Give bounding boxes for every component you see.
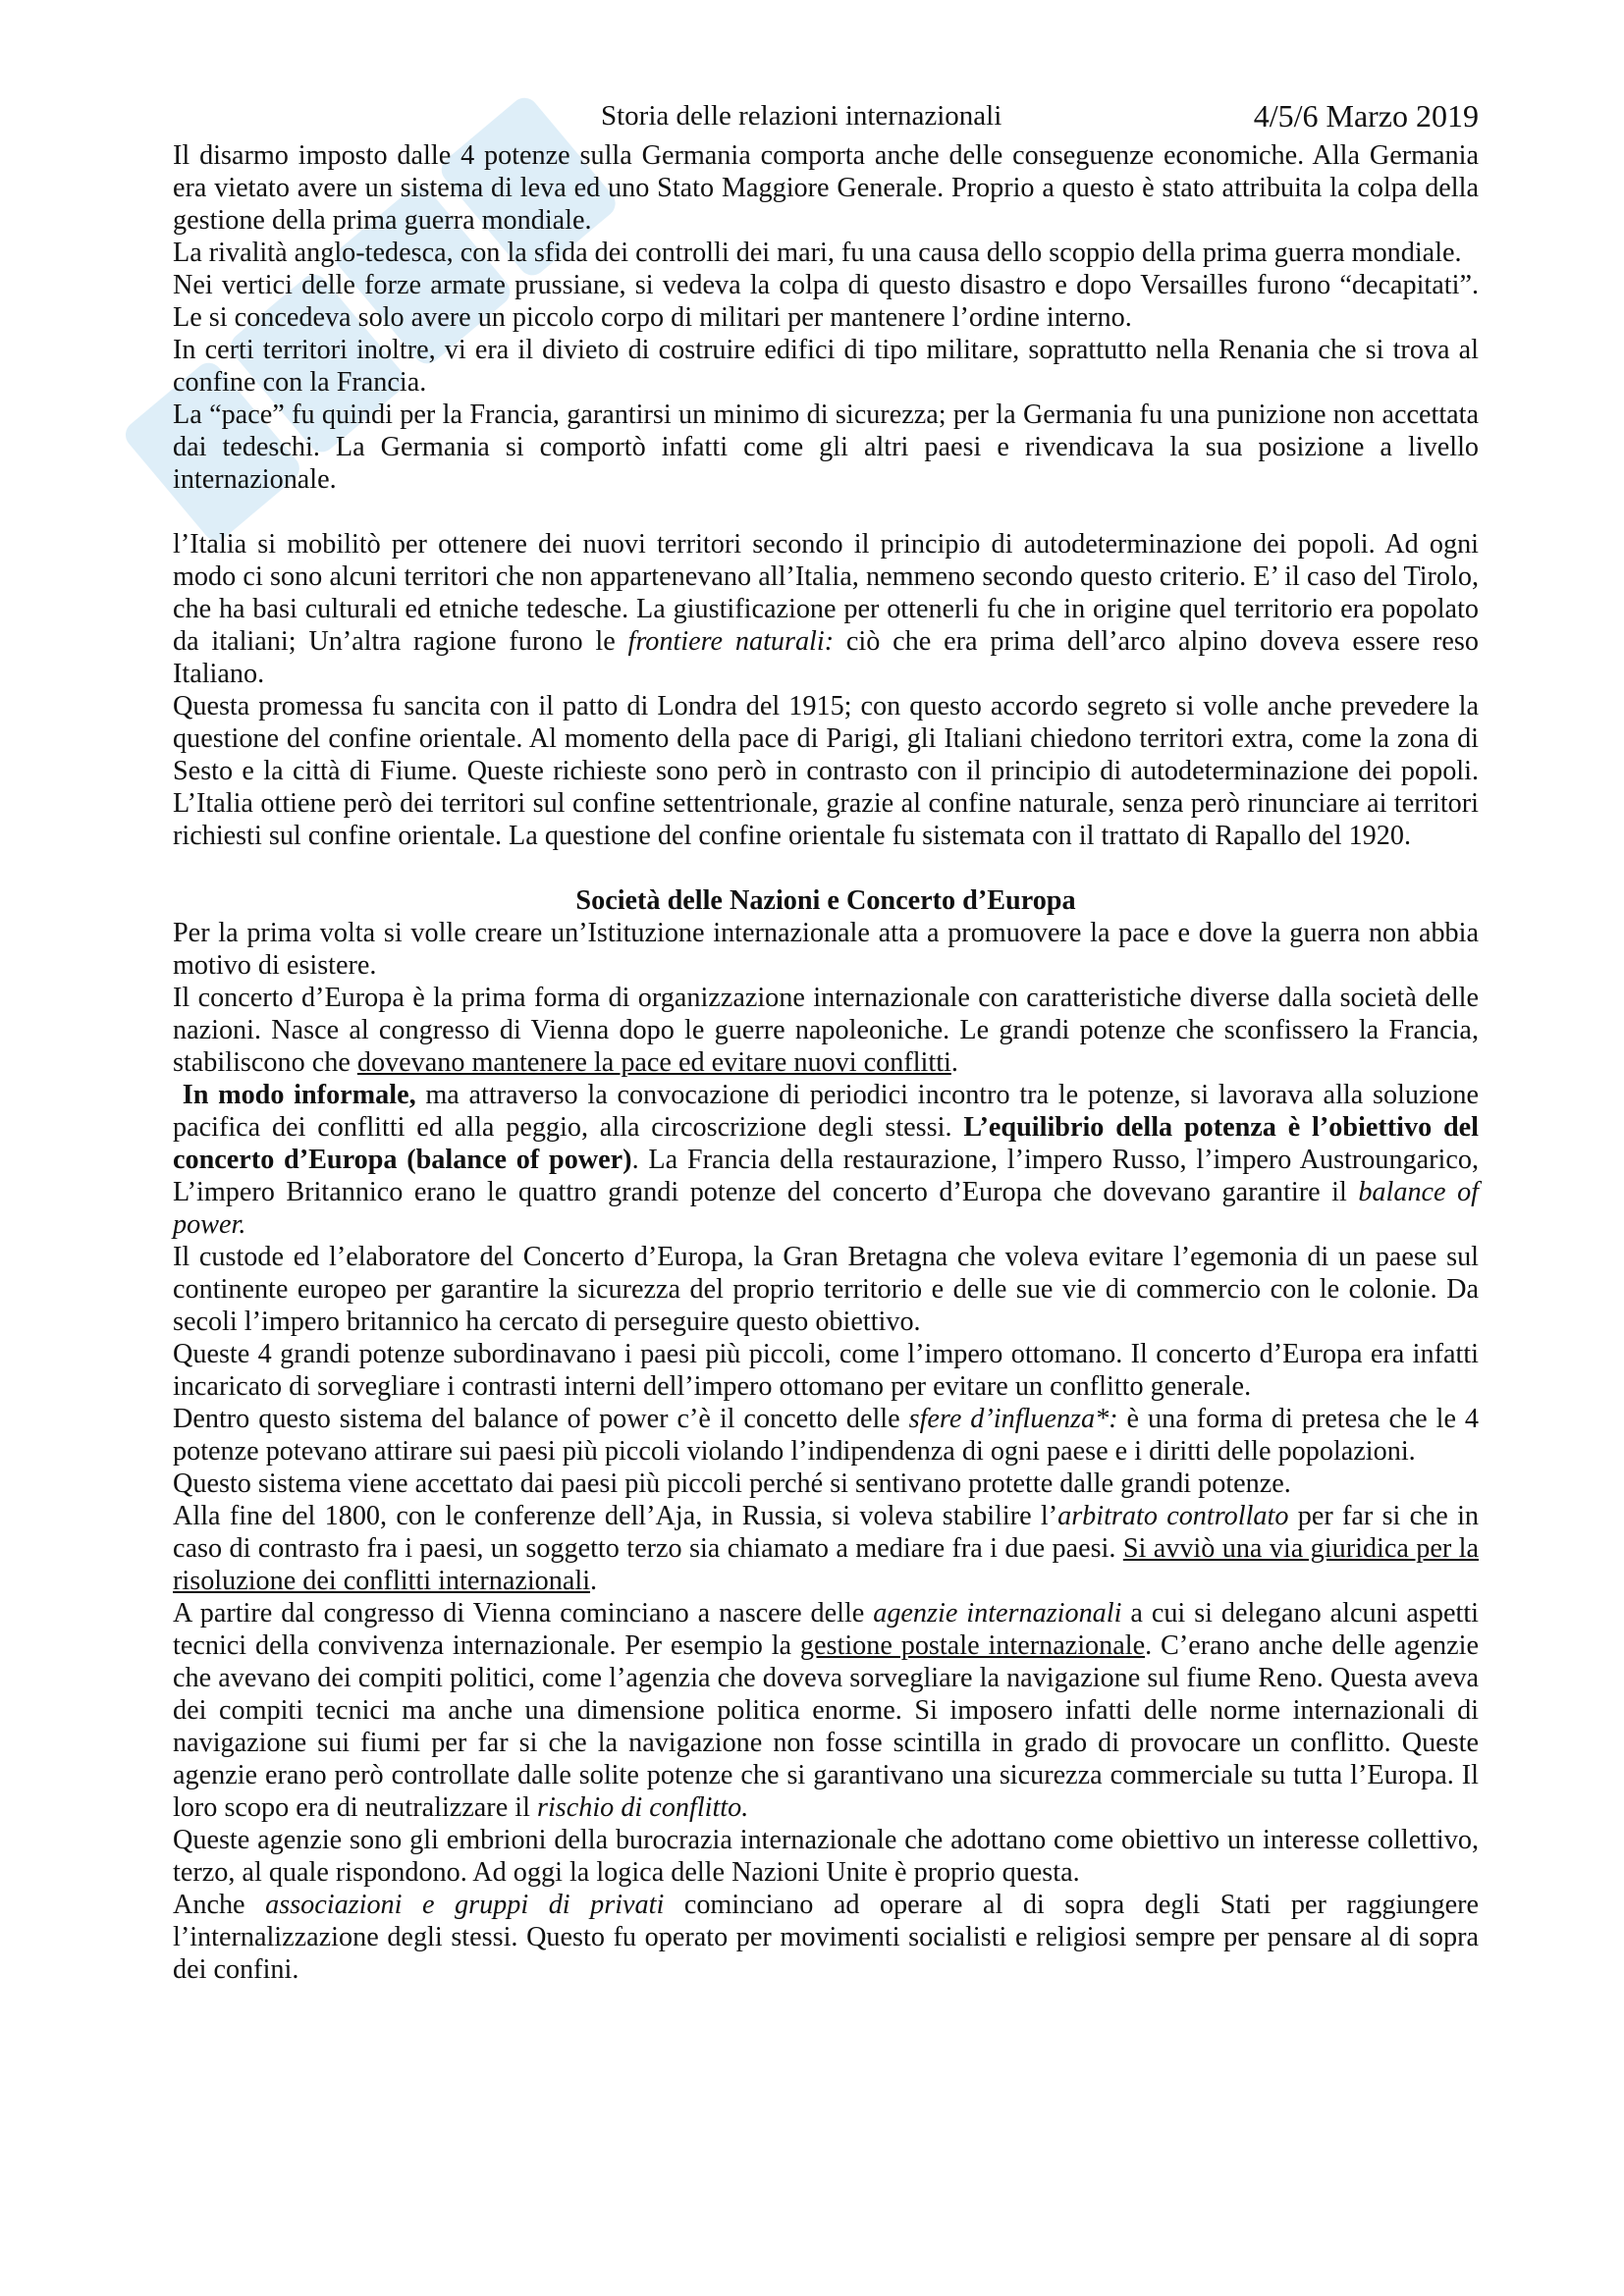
underlined-text: gestione postale internazionale [799, 1630, 1146, 1661]
underlined-text: Si avviò una via giuridica per la risoluzione dei conflitti internazionali [173, 1533, 1479, 1596]
text-run: a cui si delegano alcuni aspetti tecnici della convivenza internazionale. Per esempio la [173, 1598, 1479, 1661]
text-run: Alla fine del 1800, con le conferenze dell’Aja, in Russia, si voleva stabilire l’ [173, 1501, 1058, 1531]
italic-term: rischio di conflitto. [536, 1792, 749, 1823]
text-run: ma attraverso la convocazione di periodici incontro tra le potenze, si lavorava alla soluzione pacifica dei conflitti ed alla peggio, alla circoscrizione degli stessi. [173, 1080, 1480, 1143]
paragraph: La rivalità anglo-tedesca, con la sfida dei controlli dei mari, fu una causa dello scoppio della prima guerra mondiale. [173, 238, 1462, 268]
blank-line [173, 496, 1479, 528]
section-heading: Società delle Nazioni e Concerto d’Europa [575, 885, 1076, 916]
blank-line [173, 852, 1479, 884]
paragraph: In certi territori inoltre, vi era il divieto di costruire edifici di tipo militare, soprattutto nella Renania che si trova al confine con la Francia. [173, 335, 1479, 398]
text-run: l’Italia si mobilitò per ottenere dei nuovi territori secondo il principio di autodeterminazione dei popoli. Ad ogni modo ci sono alcuni territori che non appartenevano all’Italia, nemmeno secondo questo criterio. E’ il caso del Tirolo, che ha basi culturali ed etniche tedesche. La giustificazione per ottenerli fu che in origine quel territorio era popolato da italiani; Un’altra ragione furono le [173, 529, 1479, 657]
italic-term: balance of power. [173, 1177, 1479, 1240]
text-run: . [590, 1566, 598, 1596]
text-run: cominciano ad operare al di sopra degli Stati per raggiungere l’internalizzazione degli stessi. Questo fu operato per movimenti socialisti e religiosi sempre per pensare al di sopra dei confini. [173, 1890, 1480, 1985]
italic-term: sfere d’influenza*: [908, 1404, 1118, 1434]
italic-term: associazioni e gruppi di privati [265, 1890, 665, 1920]
italic-term: frontiere naturali: [627, 626, 835, 657]
text-run: . C’erano anche delle agenzie che avevano dei compiti politici, come l’agenzia che doveva sorvegliare la navigazione sul fiume Reno. Questa aveva dei compiti tecnici ma anche una dimensione politica enorme. Si imposero infatti delle norme internazionali di navigazione sui fiumi per far si che la navigazione non fosse scintilla in grado di provocare un conflitto. Queste agenzie erano però controllate dalle solite potenze che si garantivano una sicurezza commerciale su tutta l’Europa. Il loro scopo era di neutralizzare il [173, 1630, 1479, 1823]
paragraph: Il disarmo imposto dalle 4 potenze sulla Germania comporta anche delle conseguenze economiche. Alla Germania era vietato avere un sistema di leva ed uno Stato Maggiore Generale. Proprio a questo è stato attribuita la colpa della gestione della prima guerra mondiale. [173, 140, 1479, 236]
paragraph [173, 1500, 1479, 1597]
paragraph [173, 528, 1479, 690]
page-header [173, 94, 1479, 137]
text-run: Anche [173, 1890, 266, 1920]
paragraph [173, 1889, 1479, 1986]
lecture-date: 4/5/6 Marzo 2019 [1253, 98, 1479, 133]
text-run: A partire dal congresso di Vienna cominciano a nascere delle [173, 1598, 874, 1629]
bold-text: In modo informale, [182, 1080, 416, 1110]
paragraph: Queste 4 grandi potenze subordinavano i paesi più piccoli, come l’impero ottomano. Il concerto d’Europa era infatti incaricato di sorvegliare i contrasti interni dell’impero ottomano per evitare un conflitto generale. [173, 1339, 1479, 1402]
paragraph: La “pace” fu quindi per la Francia, garantirsi un minimo di sicurezza; per la Germania fu una punizione non accettata dai tedeschi. La Germania si comportò infatti come gli altri paesi e rivendicava la sua posizione a livello internazionale. [173, 400, 1479, 495]
document-body [173, 139, 1479, 1986]
paragraph [173, 982, 1479, 1079]
text-run: ciò che era prima dell’arco alpino doveva essere reso Italiano. [173, 626, 1479, 689]
text-run: . [950, 1047, 958, 1078]
text-run: . La Francia della restaurazione, l’impero Russo, l’impero Austroungarico, L’impero Britannico erano le quattro grandi potenze del concerto d’Europa che dovevano garantire il [173, 1145, 1480, 1207]
paragraph [173, 1079, 1479, 1241]
paragraph: Queste agenzie sono gli embrioni della burocrazia internazionale che adottano come obiettivo un interesse collettivo, terzo, al quale rispondono. Ad oggi la logica delle Nazioni Unite è proprio questa. [173, 1825, 1479, 1888]
paragraph: Per la prima volta si volle creare un’Istituzione internazionale atta a promuovere la pace e dove la guerra non abbia motivo di esistere. [173, 918, 1479, 981]
italic-term: arbitrato controllato [1057, 1501, 1289, 1531]
paragraph: Questa promessa fu sancita con il patto di Londra del 1915; con questo accordo segreto si volle anche prevedere la questione del confine orientale. Al momento della pace di Parigi, gli Italiani chiedono territori extra, come la zona di Sesto e la città di Fiume. Queste richieste sono però in contrasto con il principio di autodeterminazione dei popoli. L’Italia ottiene però dei territori sul confine settentrionale, grazie al confine naturale, senza però rinunciare ai territori richiesti sul confine orientale. La questione del confine orientale fu sistemata con il trattato di Rapallo del 1920. [173, 691, 1479, 851]
paragraph: Nei vertici delle forze armate prussiane, si vedeva la colpa di questo disastro e dopo Versailles furono “decapitati”. Le si concedeva solo avere un piccolo corpo di militari per mantenere l’ordine interno. [173, 270, 1479, 333]
underlined-text: dovevano mantenere la pace ed evitare nuovi conflitti [356, 1047, 951, 1078]
text-run: Il concerto d’Europa è la prima forma di organizzazione internazionale con caratteristiche diverse dalla società delle nazioni. Nasce al congresso di Vienna dopo le guerre napoleoniche. Le grandi potenze che sconfissero la Francia, stabiliscono che [173, 983, 1479, 1078]
text-run: è una forma di pretesa che le 4 potenze potevano attirare sui paesi più piccoli violando l’indipendenza di ogni paese e i diritti delle popolazioni. [173, 1404, 1479, 1467]
text-run: per far si che in caso di contrasto fra i paesi, un soggetto terzo sia chiamato a mediare fra i due paesi. [173, 1501, 1479, 1564]
paragraph: Il custode ed l’elaboratore del Concerto d’Europa, la Gran Bretagna che voleva evitare l’egemonia di un paese sul continente europeo per garantire la sicurezza del proprio territorio e delle sue vie di commercio con le colonie. Da secoli l’impero britannico ha cercato di perseguire questo obiettivo. [173, 1242, 1479, 1337]
italic-term: agenzie internazionali [873, 1598, 1122, 1629]
course-title: Storia delle relazioni internazionali [601, 100, 1002, 132]
paragraph [173, 1597, 1479, 1824]
text-run: Dentro questo sistema del balance of power c’è il concetto delle [173, 1404, 909, 1434]
bold-text: L’equilibrio della potenza è l’obiettivo del concerto d’Europa (balance of power) [173, 1112, 1479, 1175]
paragraph [173, 1403, 1479, 1468]
paragraph: Questo sistema viene accettato dai paesi più piccoli perché si sentivano protette dalle grandi potenze. [173, 1468, 1291, 1499]
